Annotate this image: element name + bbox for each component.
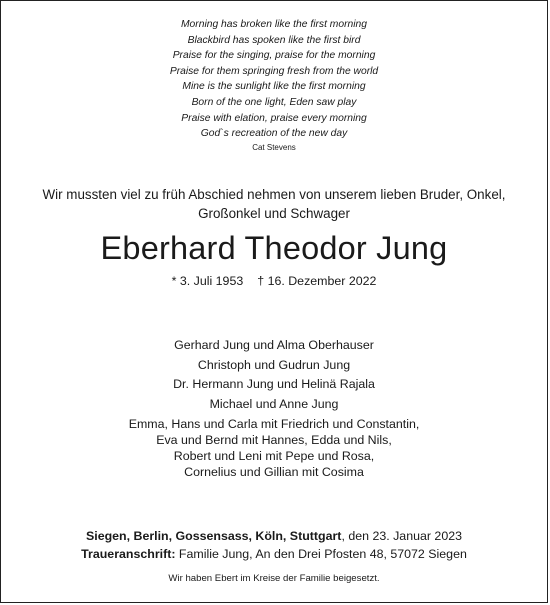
family-member: Gerhard Jung und Alma Oberhauser <box>174 338 374 352</box>
poem-line: Born of the one light, Eden saw play <box>191 96 357 108</box>
place-date-line <box>1 528 547 544</box>
life-dates <box>1 273 547 289</box>
intro-text <box>1 186 547 223</box>
grandchildren-line: Robert und Leni mit Pepe und Rosa, <box>173 449 375 463</box>
birth-date: * 3. Juli 1953 <box>171 274 244 288</box>
intro-line: Großonkel und Schwager <box>198 205 350 221</box>
places: Siegen, Berlin, Gossensass, Köln, Stuttgart <box>85 529 342 543</box>
poem-line: Praise for the singing, praise for the morning <box>172 50 376 62</box>
family-member: Michael und Anne Jung <box>209 396 339 411</box>
poem-attribution: Cat Stevens <box>252 142 296 152</box>
death-date: † 16. Dezember 2022 <box>257 274 377 288</box>
family-list <box>1 336 547 414</box>
poem-line: Praise for them springing fresh from the world <box>169 65 379 77</box>
address-line <box>1 546 547 562</box>
family-member: Christoph und Gudrun Jung <box>197 357 351 372</box>
poem-line: Morning has broken like the first morning <box>180 19 367 30</box>
grandchildren-list <box>1 416 547 480</box>
intro-line: Wir mussten viel zu früh Abschied nehmen von unserem lieben Bruder, Onkel, <box>42 187 506 202</box>
poem-line: Mine is the sunlight like the first morning <box>182 81 366 93</box>
address-label: Traueranschrift: <box>81 547 176 561</box>
closing-note: Wir haben Ebert im Kreise der Familie beigesetzt. <box>168 573 380 584</box>
poem-line: Praise with elation, praise every morning <box>181 112 367 124</box>
poem-line: God`s recreation of the new day <box>200 128 348 140</box>
poem-line: Blackbird has spoken like the first bird <box>187 34 361 46</box>
poem <box>1 17 547 154</box>
grandchildren-line: Eva und Bernd mit Hannes, Edda und Nils, <box>156 433 392 447</box>
notice-date: , den 23. Januar 2023 <box>341 529 462 543</box>
address: Familie Jung, An den Drei Pfosten 48, 57072 Siegen <box>175 547 467 561</box>
deceased-name: Eberhard Theodor Jung <box>100 230 448 266</box>
family-member: Dr. Hermann Jung und Helinä Rajala <box>173 377 375 391</box>
grandchildren-line: Cornelius und Gillian mit Cosima <box>184 465 364 479</box>
grandchildren-line: Emma, Hans und Carla mit Friedrich und Constantin, <box>128 417 420 431</box>
